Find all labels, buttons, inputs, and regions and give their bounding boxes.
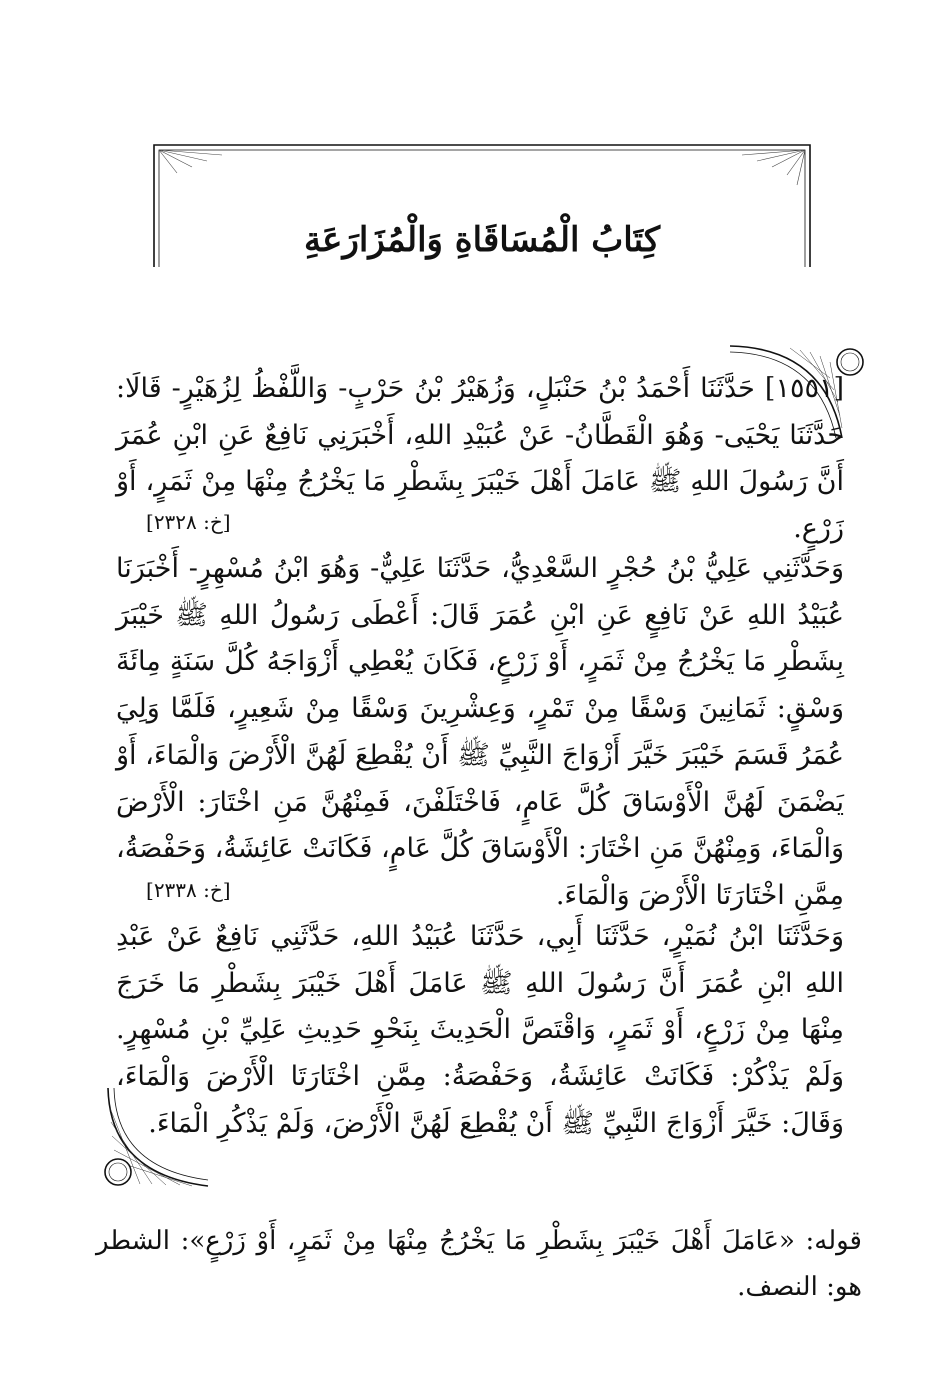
hadith-3 xyxy=(116,914,844,1148)
frame-corner-ornament-left xyxy=(159,150,222,173)
hadith-1-text: [١٥٥١] حَدَّثَنَا أَحْمَدُ بْنُ حَنْبَلٍ، وَزُهَيْرُ بْنُ حَرْبٍ- وَاللَّفْظُ لِزُهَيْرٍ- قَالَا: حَدَّثَنَا يَحْيَى- وَهُوَ الْقَطَّانُ- عَنْ عُبَيْدِ اللهِ، أَخْبَرَنِي نَافِعٌ عَنِ ابْنِ عُمَرَ أَنَّ رَسُولَ اللهِ ﷺ عَامَلَ أَهْلَ خَيْبَرَ بِشَطْرِ مَا يَخْرُجُ مِنْهَا مِنْ ثَمَرٍ، أَوْ زَرْعٍ. xyxy=(116,373,844,545)
commentary-text: قوله: «عَامَلَ أَهْلَ خَيْبَرَ بِشَطْرِ مَا يَخْرُجُ مِنْهَا مِنْ ثَمَرٍ، أَوْ زَرْعٍ»: الشطر هو: النصف. xyxy=(96,1226,862,1302)
hadith-2-reference: [خ: ٢٣٣٨] xyxy=(146,878,231,902)
chapter-title: كِتَابُ الْمُسَاقَاةِ وَالْمُزَارَعَةِ xyxy=(303,220,661,260)
chapter-title-frame xyxy=(152,143,812,267)
hadith-2-text: وَحَدَّثَنِي عَلِيُّ بْنُ حُجْرٍ السَّعْدِيُّ، حَدَّثَنَا عَلِيٌّ- وَهُوَ ابْنُ مُسْهِرٍ- أَخْبَرَنَا عُبَيْدُ اللهِ عَنْ نَافِعٍ عَنِ ابْنِ عُمَرَ قَالَ: أَعْطَى رَسُولُ اللهِ ﷺ خَيْبَرَ بِشَطْرِ مَا يَخْرُجُ مِنْ ثَمَرٍ، أَوْ زَرْعٍ، فَكَانَ يُعْطِي أَزْوَاجَهُ كُلَّ سَنَةٍ مِائَةَ وَسْقٍ: ثَمَانِينَ وَسْقًا مِنْ تَمْرٍ، وَعِشْرِينَ وَسْقًا مِنْ شَعِيرٍ، فَلَمَّا وَلِيَ عُمَرُ قَسَمَ خَيْبَرَ خَيَّرَ أَزْوَاجَ النَّبِيِّ ﷺ أَنْ يُقْطِعَ لَهُنَّ الْأَرْضَ وَالْمَاءَ، أَوْ يَضْمَنَ لَهُنَّ الْأَوْسَاقَ كُلَّ عَامٍ، فَاخْتَلَفْنَ، فَمِنْهُنَّ مَنِ اخْتَارَ: الْأَرْضَ وَالْمَاءَ، وَمِنْهُنَّ مَنِ اخْتَارَ: الْأَوْسَاقَ كُلَّ عَامٍ، فَكَانَتْ عَائِشَةُ، وَحَفْصَةُ، مِمَّنِ اخْتَارَتَا الْأَرْضَ وَالْمَاءَ. xyxy=(116,553,844,911)
hadith-3-text: وَحَدَّثَنَا ابْنُ نُمَيْرٍ، حَدَّثَنَا أَبِي، حَدَّثَنَا عُبَيْدُ اللهِ، حَدَّثَنِي نَافِعٌ عَنْ عَبْدِ اللهِ ابْنِ عُمَرَ أَنَّ رَسُولَ اللهِ ﷺ عَامَلَ أَهْلَ خَيْبَرَ بِشَطْرِ مَا خَرَجَ مِنْهَا مِنْ زَرْعٍ، أَوْ ثَمَرٍ، وَاقْتَصَّ الْحَدِيثَ بِنَحْوِ حَدِيثِ عَلِيِّ بْنِ مُسْهِرٍ. وَلَمْ يَذْكُرْ: فَكَانَتْ عَائِشَةُ، وَحَفْصَةُ: مِمَّنِ اخْتَارَتَا الْأَرْضَ وَالْمَاءَ، وَقَالَ: خَيَّرَ أَزْوَاجَ النَّبِيِّ ﷺ أَنْ يُقْطِعَ لَهُنَّ الْأَرْضَ، وَلَمْ يَذْكُرِ الْمَاءَ. xyxy=(116,921,844,1139)
frame-corner-ornament-right xyxy=(742,150,805,185)
hadith-2 xyxy=(116,546,844,920)
hadith-1-reference: [خ: ٢٣٢٨] xyxy=(146,510,231,534)
commentary xyxy=(96,1218,862,1310)
